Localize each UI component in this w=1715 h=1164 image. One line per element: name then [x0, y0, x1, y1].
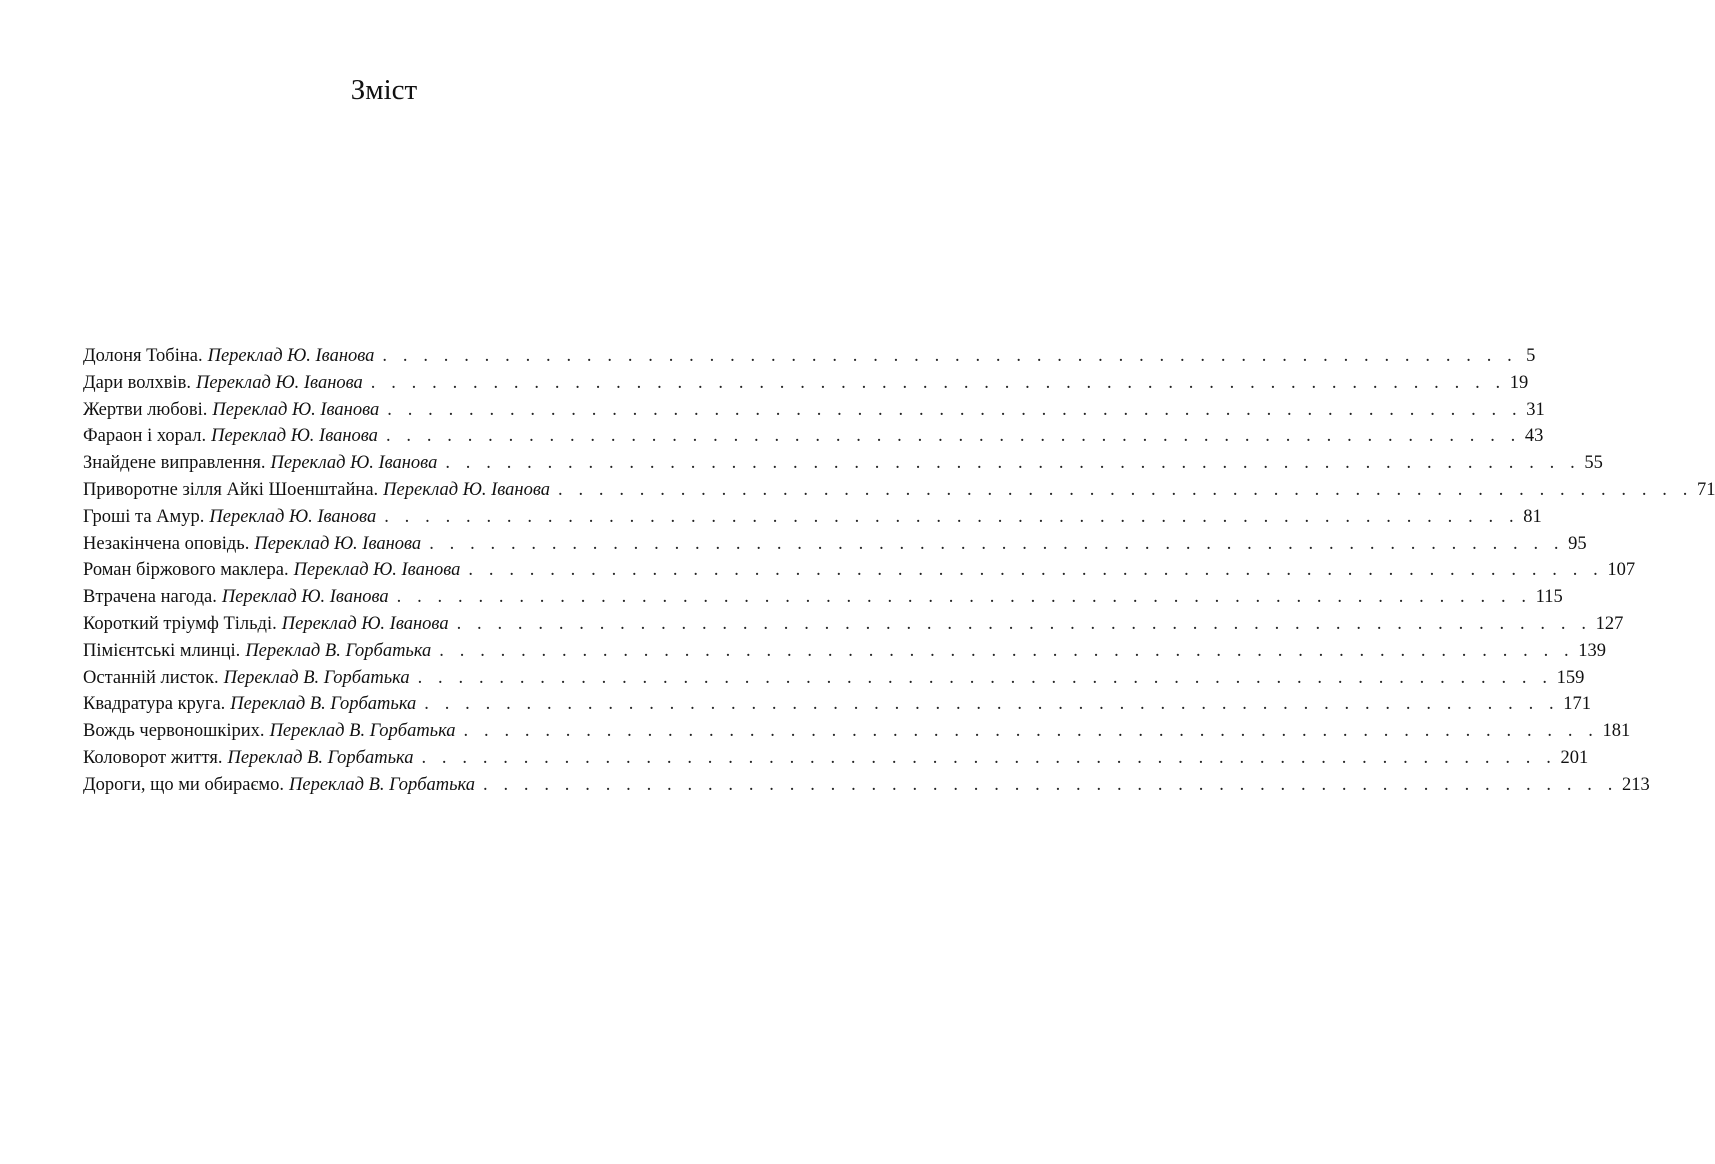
toc-entry-translator: Переклад Ю. Іванова: [270, 453, 438, 474]
toc-entry-translator: Переклад Ю. Іванова: [281, 613, 449, 634]
toc-dot-leader: . . . . . . . . . . . . . . . . . . . . . . . . . . . . . . . . . . . . . . . . . . . . . . . . . . . . . . . .: [370, 372, 1506, 393]
toc-dot-leader: . . . . . . . . . . . . . . . . . . . . . . . . . . . . . . . . . . . . . . . . . . . . . . . . . . . . . . . .: [483, 774, 1618, 795]
toc-entry-page: 139: [1578, 640, 1607, 661]
toc-dot-leader: . . . . . . . . . . . . . . . . . . . . . . . . . . . . . . . . . . . . . . . . . . . . . . . . . . . . . . . .: [439, 640, 1575, 661]
toc-entry[interactable]: [83, 504, 1542, 531]
toc-entry-page: 213: [1621, 774, 1650, 795]
toc-entry-title: Коловорот життя.: [83, 747, 223, 768]
toc-entry-page: 31: [1526, 399, 1545, 420]
toc-entry-title: Пімієнтські млинці.: [83, 640, 241, 661]
table-of-contents: [83, 343, 1715, 799]
toc-entry[interactable]: [83, 584, 1563, 611]
toc-entry-page: 55: [1584, 453, 1603, 474]
toc-entry[interactable]: [83, 397, 1545, 424]
toc-dot-leader: . . . . . . . . . . . . . . . . . . . . . . . . . . . . . . . . . . . . . . . . . . . . . . . . . . . . . . . .: [424, 694, 1560, 715]
toc-entry[interactable]: [83, 718, 1631, 745]
toc-entry-page: 71: [1696, 479, 1715, 500]
toc-entry-translator: Переклад В. Горбатька: [227, 747, 414, 768]
toc-entry[interactable]: [83, 477, 1715, 504]
toc-entry-translator: Переклад Ю. Іванова: [211, 426, 378, 447]
toc-entry[interactable]: [83, 450, 1603, 477]
toc-entry[interactable]: [83, 531, 1587, 558]
toc-entry-title: Дари волхвів.: [83, 372, 191, 393]
toc-dot-leader: . . . . . . . . . . . . . . . . . . . . . . . . . . . . . . . . . . . . . . . . . . . . . . . . . . . . . . . .: [445, 453, 1581, 474]
toc-entry-title: Гроші та Амур.: [83, 506, 205, 527]
toc-entry-page: 5: [1526, 346, 1536, 366]
toc-entry-translator: Переклад В. Горбатька: [245, 640, 432, 661]
toc-dot-leader: . . . . . . . . . . . . . . . . . . . . . . . . . . . . . . . . . . . . . . . . . . . . . . . . . . . . . . . .: [468, 560, 1604, 581]
toc-entry[interactable]: [83, 557, 1636, 584]
toc-entry[interactable]: [83, 691, 1592, 718]
toc-entry[interactable]: [83, 423, 1544, 450]
toc-entry-page: 115: [1535, 587, 1563, 608]
toc-dot-leader: . . . . . . . . . . . . . . . . . . . . . . . . . . . . . . . . . . . . . . . . . . . . . . . . . . . . . . . .: [456, 613, 1592, 634]
toc-entry-translator: Переклад В. Горбатька: [230, 694, 417, 715]
toc-dot-leader: . . . . . . . . . . . . . . . . . . . . . . . . . . . . . . . . . . . . . . . . . . . . . . . . . . . . . . . .: [396, 587, 1532, 608]
toc-dot-leader: . . . . . . . . . . . . . . . . . . . . . . . . . . . . . . . . . . . . . . . . . . . . . . . . . . . . . . . .: [463, 721, 1599, 742]
toc-entry-page: 81: [1523, 506, 1542, 527]
toc-entry-page: 19: [1509, 372, 1529, 393]
toc-dot-leader: . . . . . . . . . . . . . . . . . . . . . . . . . . . . . . . . . . . . . . . . . . . . . . . . . . . . . . . .: [387, 399, 1523, 420]
toc-entry-translator: Переклад В. Горбатька: [269, 721, 456, 742]
toc-entry-translator: Переклад В. Горбатька: [289, 774, 475, 795]
toc-entry-translator: Переклад Ю. Іванова: [221, 587, 389, 608]
toc-entry-translator: Переклад Ю. Іванова: [293, 560, 461, 581]
toc-entry-title: Останній листок.: [83, 667, 219, 688]
toc-entry-title: Квадратура круга.: [83, 694, 226, 715]
toc-entry-translator: Переклад Ю. Іванова: [383, 479, 550, 500]
toc-entry-title: Вождь червоношкірих.: [83, 721, 265, 742]
toc-entry-title: Приворотне зілля Айкі Шоенштайна.: [83, 479, 379, 500]
toc-entry-translator: Переклад Ю. Іванова: [207, 346, 375, 366]
toc-entry[interactable]: [83, 370, 1529, 397]
toc-entry-page: 159: [1556, 667, 1585, 688]
toc-entry[interactable]: [83, 638, 1607, 665]
toc-entry-translator: Переклад Ю. Іванова: [195, 372, 363, 393]
toc-entry-page: 181: [1602, 721, 1631, 742]
toc-entry-title: Фараон і хорал.: [83, 426, 207, 447]
toc-entry[interactable]: [83, 745, 1589, 772]
toc-entry-title: Знайдене виправлення.: [83, 453, 266, 474]
toc-entry-title: Короткий тріумф Тільді.: [83, 613, 277, 634]
toc-entry-page: 43: [1524, 426, 1544, 447]
toc-dot-leader: . . . . . . . . . . . . . . . . . . . . . . . . . . . . . . . . . . . . . . . . . . . . . . . . . . . . . . . .: [382, 346, 1518, 366]
toc-dot-leader: . . . . . . . . . . . . . . . . . . . . . . . . . . . . . . . . . . . . . . . . . . . . . . . . . . . . . . . .: [558, 479, 1693, 500]
toc-entry-title: Дороги, що ми обираємо.: [83, 774, 285, 795]
toc-dot-leader: . . . . . . . . . . . . . . . . . . . . . . . . . . . . . . . . . . . . . . . . . . . . . . . . . . . . . . . .: [421, 747, 1557, 768]
toc-entry-translator: Переклад Ю. Іванова: [212, 399, 380, 420]
toc-entry-page: 201: [1560, 747, 1589, 768]
toc-entry[interactable]: [83, 611, 1624, 638]
toc-entry[interactable]: [83, 343, 1536, 370]
toc-entry-translator: Переклад В. Горбатька: [223, 667, 410, 688]
toc-entry-page: 95: [1568, 533, 1587, 554]
toc-entry-title: Роман біржового маклера.: [83, 560, 289, 581]
toc-entry-page: 171: [1563, 694, 1592, 715]
toc-dot-leader: . . . . . . . . . . . . . . . . . . . . . . . . . . . . . . . . . . . . . . . . . . . . . . . . . . . . . . . .: [384, 506, 1520, 527]
page-title: Зміст: [350, 74, 418, 106]
toc-entry[interactable]: [83, 772, 1650, 799]
toc-dot-leader: . . . . . . . . . . . . . . . . . . . . . . . . . . . . . . . . . . . . . . . . . . . . . . . . . . . . . . . .: [385, 426, 1521, 447]
toc-entry-title: Жертви любові.: [83, 399, 208, 420]
toc-entry-translator: Переклад Ю. Іванова: [209, 506, 377, 527]
toc-entry-page: 127: [1595, 613, 1624, 634]
toc-entry-title: Долоня Тобіна.: [83, 346, 203, 366]
toc-entry-title: Незакінчена оповідь.: [83, 533, 250, 554]
toc-entry[interactable]: [83, 665, 1585, 692]
toc-entry-title: Втрачена нагода.: [83, 587, 217, 608]
toc-entry-page: 107: [1607, 560, 1636, 581]
toc-dot-leader: . . . . . . . . . . . . . . . . . . . . . . . . . . . . . . . . . . . . . . . . . . . . . . . . . . . . . . . .: [417, 667, 1553, 688]
toc-entry-translator: Переклад Ю. Іванова: [254, 533, 422, 554]
toc-dot-leader: . . . . . . . . . . . . . . . . . . . . . . . . . . . . . . . . . . . . . . . . . . . . . . . . . . . . . . . .: [429, 533, 1565, 554]
